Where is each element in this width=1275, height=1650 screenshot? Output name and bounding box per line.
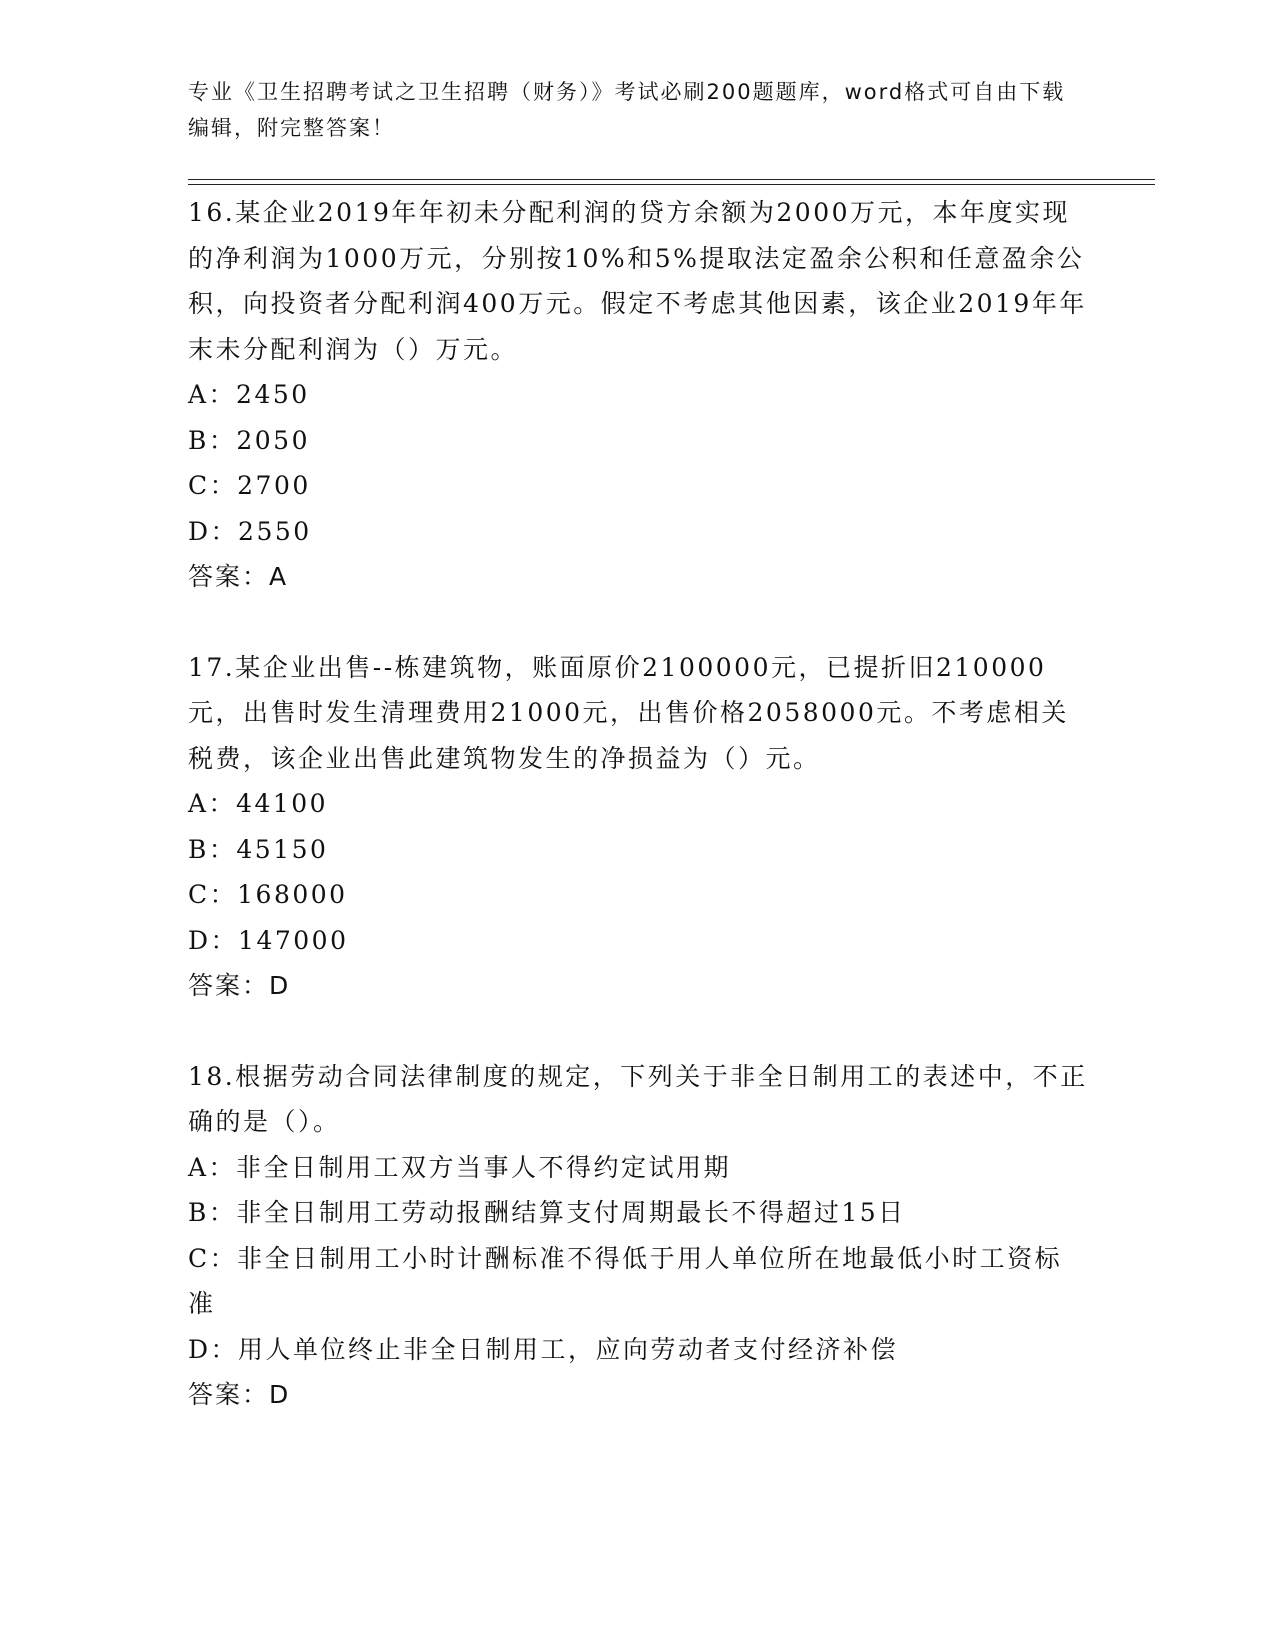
header-divider-top	[188, 179, 1155, 180]
option-c: C：非全日制用工小时计酬标准不得低于用人单位所在地最低小时工资标准	[188, 1243, 1063, 1318]
question-16	[188, 190, 1088, 600]
answer: 答案：D	[188, 971, 291, 1000]
option-c: C：2700	[188, 471, 311, 500]
option-a: A：44100	[188, 789, 329, 818]
question-list	[188, 190, 1088, 1418]
answer: 答案：A	[188, 562, 289, 591]
question-stem: 18.根据劳动合同法律制度的规定，下列关于非全日制用工的表述中，不正确的是（）。	[188, 1061, 1088, 1136]
option-b: B：2050	[188, 425, 310, 455]
option-a: A：2450	[188, 380, 310, 409]
option-d: D：用人单位终止非全日制用工，应向劳动者支付经济补偿	[188, 1334, 899, 1364]
option-a: A：非全日制用工双方当事人不得约定试用期	[188, 1152, 732, 1182]
option-b: B：45150	[188, 834, 329, 864]
answer: 答案：D	[188, 1380, 291, 1409]
question-spacer	[188, 600, 1088, 645]
question-stem: 17.某企业出售--栋建筑物，账面原价2100000元，已提折旧210000元，出售时发生清理费用21000元，出售价格2058000元。不考虑相关税费，该企业出售此建筑物发生的净损益为（）元。	[188, 652, 1069, 773]
question-17	[188, 645, 1088, 1009]
option-c: C：168000	[188, 880, 348, 909]
document-header: 专业《卫生招聘考试之卫生招聘（财务）》考试必刷200题题库，word格式可自由下载编辑，附完整答案！	[188, 80, 1066, 140]
question-18	[188, 1054, 1088, 1418]
question-spacer	[188, 1009, 1088, 1054]
question-stem: 16.某企业2019年年初未分配利润的贷方余额为2000万元，本年度实现的净利润为1000万元，分别按10%和5%提取法定盈余公积和任意盈余公积，向投资者分配利润400万元。假定不考虑其他因素，该企业2019年年末未分配利润为（）万元。	[188, 198, 1087, 364]
option-b: B：非全日制用工劳动报酬结算支付周期最长不得超过15日	[188, 1198, 906, 1227]
header-divider-bottom	[188, 184, 1155, 185]
option-d: D：147000	[188, 925, 349, 955]
option-d: D：2550	[188, 516, 312, 546]
